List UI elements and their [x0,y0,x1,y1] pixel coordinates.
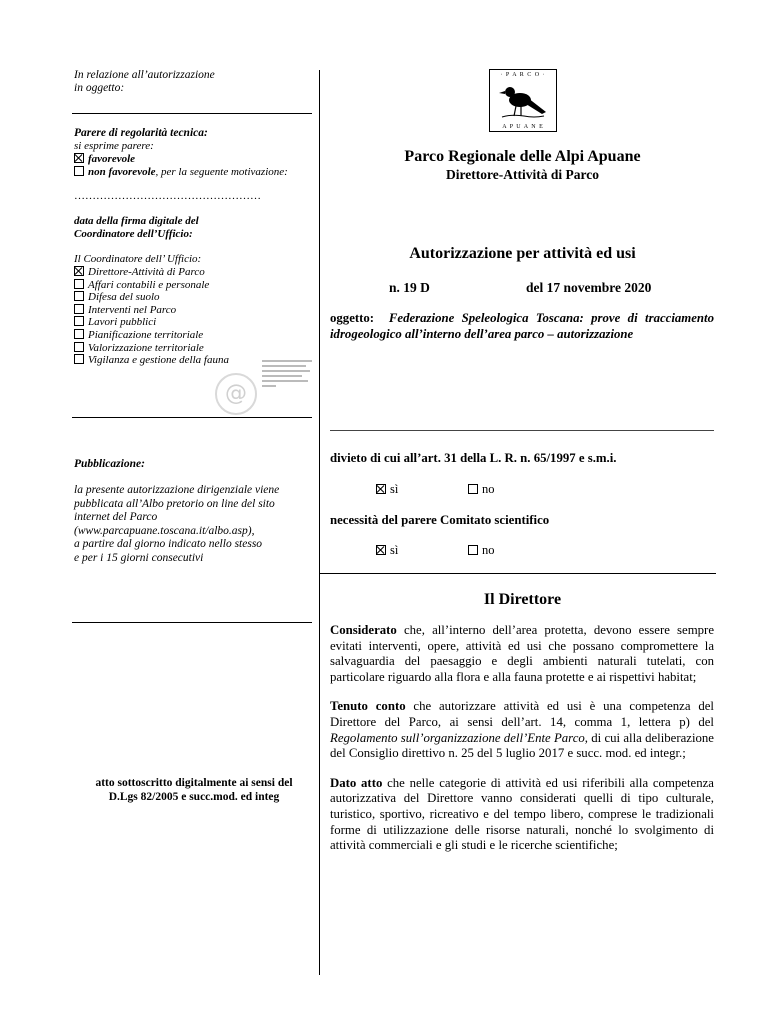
checkbox-icon[interactable] [74,354,84,364]
checkbox-icon[interactable] [74,329,84,339]
paragraph-tenuto-conto: Tenuto conto che autorizzare attività ed usi è una competenza del Direttore del Parco, ai sensi dell’art. 14, comma 1, lettera p) del Regolamento sull’organizzazione dell’Ente Parco, di cui alla deliberazione del Consiglio direttivo n. 25 del 5 luglio 2017 e succ. mod. ed integr.; [330,699,714,761]
parere-title: Parere di regolarità tecnica: [74,127,208,139]
digital-signature-stamp [262,360,320,387]
document-number: n. 19 D [389,280,430,295]
checkbox-icon[interactable] [468,484,478,494]
left-divider-1 [72,113,312,114]
ufficio-item[interactable] [74,279,229,292]
necessita-si-option[interactable]: sì [376,543,398,558]
ufficio-label: Valorizzazione territoriale [88,341,204,354]
parere-block [74,127,314,179]
parere-sub: si esprime parere: [74,140,154,152]
ufficio-item[interactable] [74,342,229,355]
checked-box-icon[interactable] [74,266,84,276]
right-divider-2 [320,573,716,574]
left-divider-3 [72,622,312,623]
uffici-list [74,266,229,367]
dotted-line: …………………………………………… [74,190,261,202]
checked-box-icon[interactable] [376,484,386,494]
pubblicazione-title: Pubblicazione: [74,458,145,470]
paragraph-dato-atto: Dato atto che nelle categorie di attività ed usi riferibili alla competenza autorizzativa del Direttore vanno considerati quelli di tipo culturale, turistico, sportivo, ricreativo e del tempo libero, comprese le tradizionali forme di utilizzazione delle risorse naturali, nonché lo svolgimento di attività commerciali e gli studi e le ricerche scientifiche; [330,775,714,853]
section-heading-direttore: Il Direttore [483,591,562,608]
checkbox-icon[interactable] [74,342,84,352]
ufficio-label: Affari contabili e personale [88,278,210,291]
right-divider-1 [330,430,714,431]
coordinatore-label: Il Coordinatore dell’ Ufficio: [74,253,202,265]
checked-box-icon[interactable] [376,545,386,555]
ufficio-item[interactable] [74,266,229,279]
divieto-no-option[interactable]: no [468,482,495,497]
checkbox-icon[interactable] [74,304,84,314]
document-title: Autorizzazione per attività ed usi [409,245,636,262]
relazione-line-2: in oggetto: [74,82,125,94]
office-subtitle: Direttore-Attività di Parco [446,167,599,182]
ufficio-item[interactable] [74,354,229,367]
parere-non-favorevole[interactable]: non favorevole, per la seguente motivazione: [74,166,314,179]
document-date: del 17 novembre 2020 [526,280,652,295]
paragraph-considerato: Considerato che, all’interno dell’area protetta, devono essere sempre evitati interventi, opere, attività ed usi che possano compromettere la salvaguardia del paesaggio e degli ambienti naturali tutelati, con particolare riguardo alla flora e alla fauna protette e ai rispettivi habitat; [330,623,714,684]
ufficio-label: Pianificazione territoriale [88,328,204,341]
left-divider-2 [72,417,312,418]
column-divider [319,70,320,975]
parere-favorevole[interactable]: favorevole [74,153,314,166]
organization-title: Parco Regionale delle Alpi Apuane [404,148,641,165]
divieto-si-option[interactable]: sì [376,482,398,497]
oggetto: oggetto: Federazione Speleologica Toscana: prove di tracciamento idrogeologico all’interno dell’area parco – autorizzazione [330,311,714,341]
pubblicazione-text: la presente autorizzazione dirigenziale viene pubblicata all’Albo pretorio on line del sito internet del Parco (www.parcapuane.toscana.it/albo.asp), a partire dal giorno indicato nello stesso e per i 15 giorni consecutivi [74,484,280,564]
checked-box-icon[interactable] [74,153,84,163]
atto-sottoscritto: atto sottoscritto digitalmente ai sensi del D.Lgs 82/2005 e succ.mod. ed integ [95,777,293,803]
relazione-line-1: In relazione all’autorizzazione [74,69,215,81]
ufficio-label: Lavori pubblici [88,316,157,329]
bird-logo-icon [490,70,556,131]
ufficio-item[interactable] [74,291,229,304]
checkbox-icon[interactable] [74,166,84,176]
necessita-no-option[interactable]: no [468,543,495,558]
ufficio-item[interactable] [74,329,229,342]
ufficio-item[interactable] [74,316,229,329]
ufficio-label: Vigilanza e gestione della fauna [88,354,229,367]
ufficio-label: Interventi nel Parco [88,303,177,316]
checkbox-icon[interactable] [74,291,84,301]
necessita-label: necessità del parere Comitato scientifico [330,513,550,527]
checkbox-icon[interactable] [74,316,84,326]
digital-signature-seal-icon: @ [215,373,257,415]
data-firma: data della firma digitale del Coordinatore dell’Ufficio: [74,215,199,240]
checkbox-icon[interactable] [74,279,84,289]
checkbox-icon[interactable] [468,545,478,555]
divieto-label: divieto di cui all’art. 31 della L. R. n. 65/1997 e s.m.i. [330,451,617,465]
body-paragraphs [330,623,714,868]
ufficio-item[interactable] [74,304,229,317]
relazione-text [74,69,215,95]
ufficio-label: Direttore-Attività di Parco [88,266,205,278]
ufficio-label: Difesa del suolo [88,291,160,304]
parco-apuane-logo: · P A R C O · A P U A N E [489,69,557,132]
